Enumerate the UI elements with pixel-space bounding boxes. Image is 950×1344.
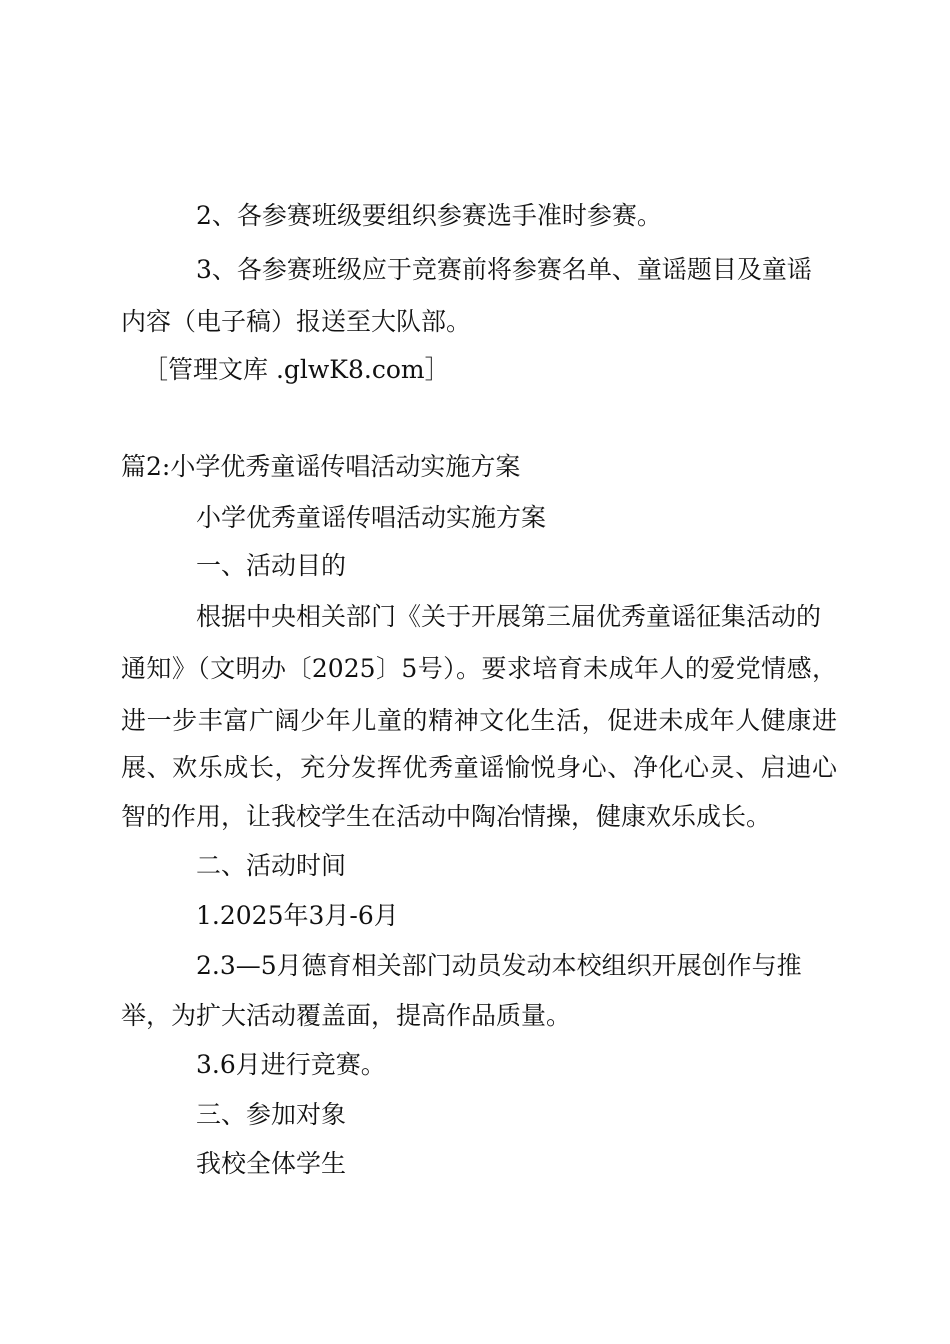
part-1-paragraph-line-4: 展、欢乐成长，充分发挥优秀童谣愉悦身心、净化心灵、启迪心 [121,753,837,782]
part-2-item-2-line-2: 举，为扩大活动覆盖面，提高作品质量。 [121,1001,572,1030]
part-1-paragraph-line-1: 根据中央相关部门《关于开展第三届优秀童谣征集活动的 [196,602,822,631]
part-3-text: 我校全体学生 [196,1149,347,1178]
part-2-item-1: 1.2025年3月-6月 [196,901,399,930]
rule-item-3-line-1: 3、各参赛班级应于竞赛前将参赛名单、童谣题目及童谣 [196,255,812,284]
part-3-heading: 三、参加对象 [196,1100,347,1129]
rule-item-3-line-2: 内容（电子稿）报送至大队部。 [121,307,472,336]
part-1-paragraph-line-2: 通知》（文明办〔2025〕5号）。要求培育未成年人的爱党情感， [121,654,837,683]
part-1-heading: 一、活动目的 [196,551,347,580]
document-title: 小学优秀童谣传唱活动实施方案 [196,503,547,532]
source-note: ［管理文库 .glwK8.com］ [143,355,450,384]
part-2-item-3: 3.6月进行竞赛。 [196,1050,386,1079]
part-1-paragraph-line-3: 进一步丰富广阔少年儿童的精神文化生活，促进未成年人健康进 [121,706,837,735]
section-heading: 篇2:小学优秀童谣传唱活动实施方案 [121,452,521,481]
part-2-heading: 二、活动时间 [196,851,347,880]
part-2-item-2-line-1: 2.3—5月德育相关部门动员发动本校组织开展创作与推 [196,951,802,980]
part-1-paragraph-line-5: 智的作用，让我校学生在活动中陶冶情操，健康欢乐成长。 [121,802,772,831]
rule-item-2: 2、各参赛班级要组织参赛选手准时参赛。 [196,201,662,230]
